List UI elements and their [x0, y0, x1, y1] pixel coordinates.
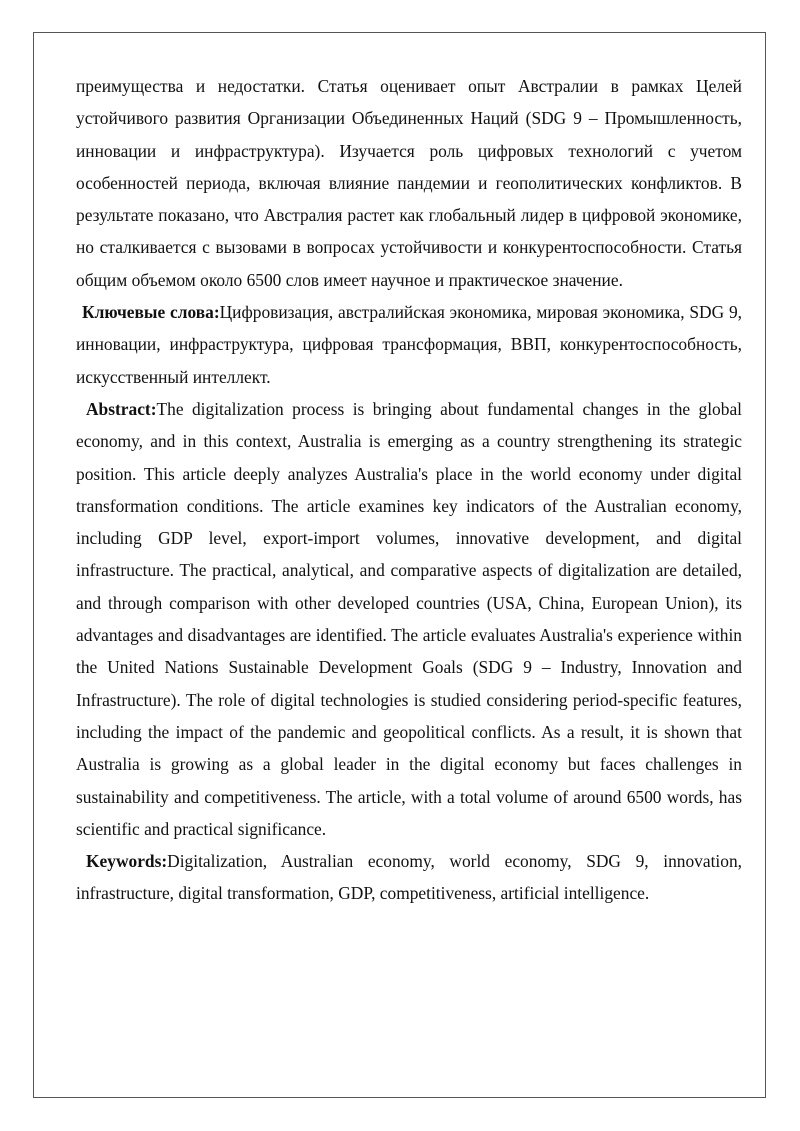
- en-keywords-paragraph: [76, 845, 742, 910]
- en-abstract-paragraph: [76, 393, 742, 845]
- ru-keywords-paragraph: [76, 296, 742, 393]
- en-keywords-text: Digitalization, Australian economy, world economy, SDG 9, innovation, infrastructure, digital transformation, GDP, competitiveness, artificial intelligence.: [76, 851, 742, 904]
- ru-keywords-text: Цифровизация, австралийская экономика, мировая экономика, SDG 9, инновации, инфраструктура, цифровая трансформация, ВВП, конкурентоспособность, искусственный интеллект.: [76, 302, 743, 387]
- ru-abstract-paragraph: преимущества и недостатки. Статья оценивает опыт Австралии в рамках Целей устойчивого развития Организации Объединенных Наций (SDG 9 – Промышленность, инновации и инфраструктура). Изучается роль цифровых технологий с учетом особенностей периода, включая влияние пандемии и геополитических конфликтов. В результате показано, что Австралия растет как глобальный лидер в цифровой экономике, но сталкивается с вызовами в вопросах устойчивости и конкурентоспособности. Статья общим объемом около 6500 слов имеет научное и практическое значение.: [76, 76, 742, 290]
- en-abstract-label: Abstract:: [86, 398, 157, 419]
- en-abstract-text: The digitalization process is bringing about fundamental changes in the global economy, and in this context, Australia is emerging as a country strengthening its strategic position. This article deeply analyzes Australia's place in the world economy under digital transformation conditions. The article examines key indicators of the Australian economy, including GDP level, export-import volumes, innovative development, and digital infrastructure. The practical, analytical, and comparative aspects of digitalization are detailed, and through comparison with other developed countries (USA, China, European Union), its advantages and disadvantages are identified. The article evaluates Australia's experience within the United Nations Sustainable Development Goals (SDG 9 – Industry, Innovation and Infrastructure). The role of digital technologies is studied considering period-specific features, including the impact of the pandemic and geopolitical conflicts. As a result, it is shown that Australia is growing as a global leader in the digital economy but faces challenges in sustainability and competitiveness. The article, with a total volume of around 6500 words, has scientific and practical significance.: [76, 398, 742, 839]
- en-keywords-label: Keywords:: [86, 851, 168, 872]
- ru-keywords-label: Ключевые слова:: [82, 302, 220, 323]
- document-body: [76, 70, 742, 910]
